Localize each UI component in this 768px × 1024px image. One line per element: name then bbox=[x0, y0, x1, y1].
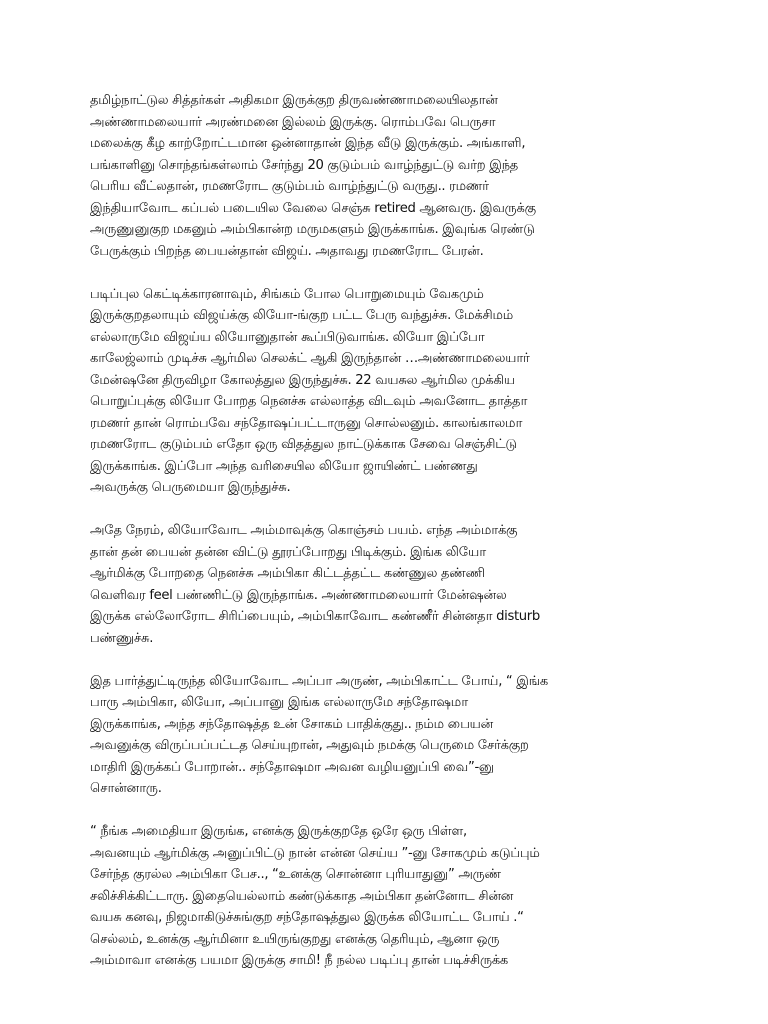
text-line: அவனுக்கு விருப்பப்பட்டத செய்யுறான், அதுவும் நமக்கு பெருமை சேர்க்குற bbox=[90, 738, 529, 753]
text-line: பொறுப்புக்கு லியோ போறத நெனச்சு எல்லாத்த விடவும் அவனோட தாத்தா bbox=[90, 394, 528, 409]
text-line: இத பார்த்துட்டிருந்த லியோவோட அப்பா அருண், அம்பிகாட்ட போய், “ இங்க bbox=[90, 673, 548, 689]
text-line: இருக்காங்க, அந்த சந்தோஷத்த உன் சோகம் பாதிக்குது.. நம்ம பையன் bbox=[90, 716, 494, 732]
paragraph-5 bbox=[90, 821, 700, 972]
text-line: எல்லாருமே விஜய்ய லியோனுதான் கூப்பிடுவாங்க. லியோ இப்போ bbox=[90, 329, 485, 345]
text-line: அம்மாவா எனக்கு பயமா இருக்கு சாமி! நீ நல்ல படிப்பு தான் படிச்சிருக்க bbox=[90, 953, 509, 968]
text-line: அவருக்கு பெருமையா இருந்துச்சு. bbox=[90, 480, 291, 495]
paragraph-1 bbox=[90, 90, 700, 262]
text-line: ரமணரோட குடும்பம் எதோ ஒரு விதத்துல நாட்டுக்காக சேவை செஞ்சிட்டு bbox=[90, 437, 517, 452]
text-line: சலிச்சிக்கிட்டாரு. இதையெல்லாம் கண்டுக்காத அம்பிகா தன்னோட சின்ன bbox=[90, 888, 514, 904]
text-line: “ நீங்க அமைதியா இருங்க, எனக்கு இருக்குறதே ஒரே ஒரு பிள்ள, bbox=[90, 824, 467, 839]
paragraph-2 bbox=[90, 284, 700, 499]
text-line: இந்தியாவோட கப்பல் படையில வேலை செஞ்சு retired ஆனவரு. இவருக்கு bbox=[90, 200, 536, 216]
text-line: பங்காளினு சொந்தங்கள்லாம் சேர்ந்து 20 குடும்பம் வாழ்ந்துட்டு வர்ற இந்த bbox=[90, 157, 519, 173]
text-line: பெரிய வீட்லதான், ரமணரோட குடும்பம் வாழ்ந்துட்டு வருது.. ரமணர் bbox=[90, 179, 489, 194]
text-line: ரமணர் தான் ரொம்பவே சந்தோஷப்பட்டாருனு சொல்லனும். காலங்காலமா bbox=[90, 415, 523, 431]
document-body bbox=[90, 90, 700, 993]
text-line: மேன்ஷனே திருவிழா கோலத்துல இருந்துச்சு. 22 வயசுல ஆர்மில முக்கிய bbox=[90, 372, 515, 388]
text-line: சொன்னாரு. bbox=[90, 781, 162, 796]
text-line: அருணுனுகுற மகனும் அம்பிகான்ற மருமகளும் இருக்காங்க. இவுங்க ரெண்டு bbox=[90, 222, 535, 237]
text-line: வயசு கனவு, நிஜமாகிடுச்சுங்குற சந்தோஷத்துல இருக்க லியோட்ட போய் .“ bbox=[90, 910, 524, 925]
paragraph-3 bbox=[90, 520, 700, 649]
text-line: இருக்காங்க. இப்போ அந்த வரிசையில லியோ ஜாயிண்ட் பண்ணது bbox=[90, 458, 478, 474]
text-line: பண்ணுச்சு. bbox=[90, 630, 154, 646]
text-line: தான் தன் பையன் தன்ன விட்டு தூரப்போறது பிடிக்கும். இங்க லியோ bbox=[90, 544, 486, 560]
text-line: செல்லம், உனக்கு ஆர்மினா உயிருங்குறது எனக்கு தெரியும், ஆனா ஒரு bbox=[90, 931, 500, 947]
text-line: அண்ணாமலையார் அரண்மனை இல்லம் இருக்கு. ரொம்பவே பெருசா bbox=[90, 114, 496, 130]
text-line: பேருக்கும் பிறந்த பையன்தான் விஜய். அதாவது ரமணரோட பேரன். bbox=[90, 243, 484, 259]
text-line: மலைக்கு கீழ காற்றோட்டமான ஒன்னாதான் இந்த வீடு இருக்கும். அங்காளி, bbox=[90, 136, 526, 151]
text-line: பாரு அம்பிகா, லியோ, அப்பானு இங்க எல்லாருமே சந்தோஷமா bbox=[90, 695, 468, 710]
text-line: படிப்புல கெட்டிக்காரனாவும், சிங்கம் போல பொறுமையும் வேகமும் bbox=[90, 286, 484, 302]
text-line: இருக்க எல்லோரோட சிரிப்பையும், அம்பிகாவோட கண்ணீர் சின்னதா disturb bbox=[90, 609, 540, 624]
text-line: மாதிரி இருக்கப் போறான்.. சந்தோஷமா அவன வழியனுப்பி வை”-னு bbox=[90, 759, 494, 775]
text-line: ஆர்மிக்கு போறதை நெனச்சு அம்பிகா கிட்டத்தட்ட கண்ணுல தண்ணி bbox=[90, 566, 485, 581]
text-line: அவனயும் ஆர்மிக்கு அனுப்பிட்டு நான் என்ன செய்ய ”-னு சோகமும் கடுப்பும் bbox=[90, 845, 540, 861]
text-line: அதே நேரம், லியோவோட அம்மாவுக்கு கொஞ்சம் பயம். எந்த அம்மாக்கு bbox=[90, 523, 518, 538]
text-line: வெளிவர feel பண்ணிட்டு இருந்தாங்க. அண்ணாமலையார் மேன்ஷன்ல bbox=[90, 587, 507, 603]
text-line: காலேஜ்லாம் முடிச்சு ஆர்மில செலக்ட் ஆகி இருந்தான் …அண்ணாமலையார் bbox=[90, 351, 530, 366]
paragraph-4 bbox=[90, 671, 700, 800]
text-line: தமிழ்நாட்டுல சித்தர்கள் அதிகமா இருக்குற திருவண்ணாமலையிலதான் bbox=[90, 93, 498, 108]
text-line: இருக்குறதலாயும் விஜய்க்கு லியோ-ங்குற பட்ட பேரு வந்துச்சு. மேக்சிமம் bbox=[90, 308, 513, 323]
text-line: சேர்ந்த குரல்ல அம்பிகா பேச.., “உனக்கு சொன்னா புரியாதுனு” அருண் bbox=[90, 867, 501, 882]
